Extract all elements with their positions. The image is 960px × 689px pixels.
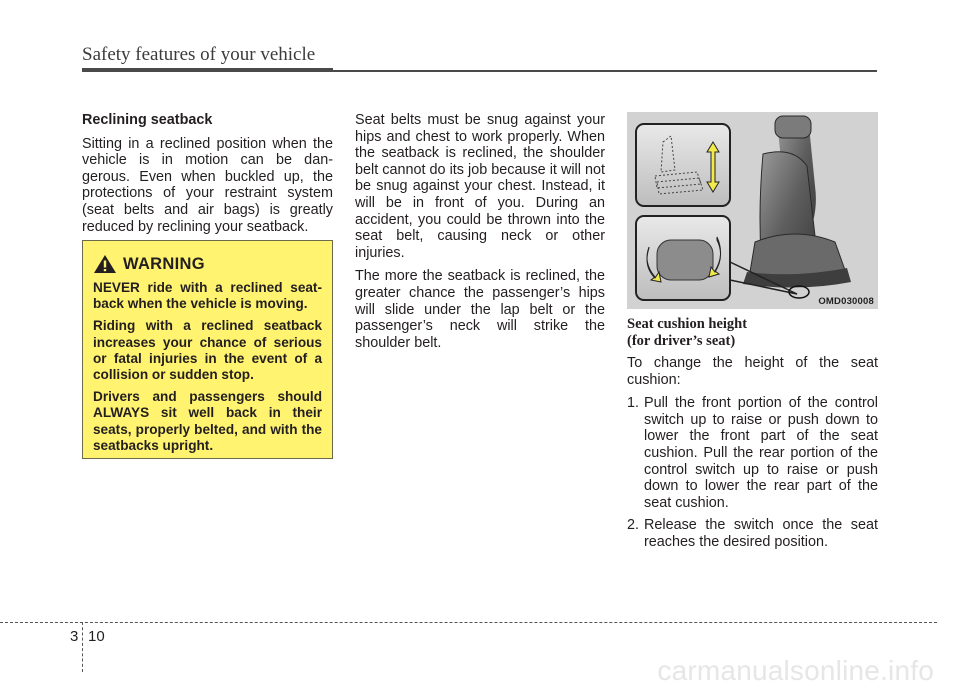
section-heading-cushion <box>627 316 878 349</box>
page-number: 10 <box>88 628 105 645</box>
cushion-steps <box>627 395 878 550</box>
column-left <box>82 112 333 242</box>
page-header-title: Safety features of your vehicle <box>82 44 316 65</box>
section-heading-reclining: Reclining seatback <box>82 112 213 128</box>
chapter-number: 3 <box>70 628 79 645</box>
reclining-paragraph: Sitting in a reclined position when the vehicle is in motion can be dan- gerous. Even when buckled up, the protections of your restraint system (seat belts and air bags) is greatly reduced by reclining your seatback. <box>82 135 333 235</box>
warning-paragraph: NEVER ride with a reclined seat- back when the vehicle is moving. <box>93 280 322 312</box>
step-text: Release the switch once the seat reaches the desired position. <box>644 517 878 550</box>
column-middle <box>355 112 605 358</box>
cushion-intro: To change the height of the seat cushion: <box>627 355 878 388</box>
step-text: Pull the front portion of the control switch up to raise or push down to lower the front part of the seat cushion. Pull the rear portion of the control switch up to raise or push down to lower the rear part of the seat cushion. <box>644 395 878 511</box>
figure-code: OMD030008 <box>818 296 874 307</box>
step-number: 1. <box>627 395 640 412</box>
step-number: 2. <box>627 517 640 534</box>
warning-title: WARNING <box>123 254 205 273</box>
step-item <box>627 395 878 511</box>
warning-paragraph: Drivers and passengers should ALWAYS sit well back in their seats, properly belted, and with the seatbacks upright. <box>93 389 322 453</box>
warning-header <box>93 254 322 274</box>
warning-box <box>82 240 333 459</box>
warning-triangle-icon <box>93 254 117 274</box>
watermark: carmanualsonline.info <box>657 655 934 686</box>
seatbelt-paragraph: Seat belts must be snug against your hips and chest to work properly. When the seatback is reclined, the shoulder belt cannot do its job because it will not be snug against your chest. Instead, it will be in front of you. During an accident, you could be thrown into the seat belt, causing neck or other injuries. <box>355 112 605 261</box>
seat-illustration <box>627 112 878 309</box>
recline-risk-paragraph: The more the seatback is reclined, the greater chance the passenger’s hips will slide under the lap belt or the passenger’s neck will strike the shoulder belt. <box>355 268 605 351</box>
column-right <box>627 316 878 557</box>
step-item <box>627 517 878 550</box>
header-rule-thick <box>82 68 333 72</box>
header-rule-thin <box>333 70 877 72</box>
warning-paragraph: Riding with a reclined seatback increases your chance of serious or fatal injuries in the event of a collision or sudden stop. <box>93 318 322 383</box>
footer-divider <box>82 622 83 672</box>
footer-rule <box>0 622 937 623</box>
seat-drawing <box>627 112 878 309</box>
cushion-heading-line2: (for driver’s seat) <box>627 332 736 349</box>
cushion-heading-line1: Seat cushion height <box>627 316 748 332</box>
